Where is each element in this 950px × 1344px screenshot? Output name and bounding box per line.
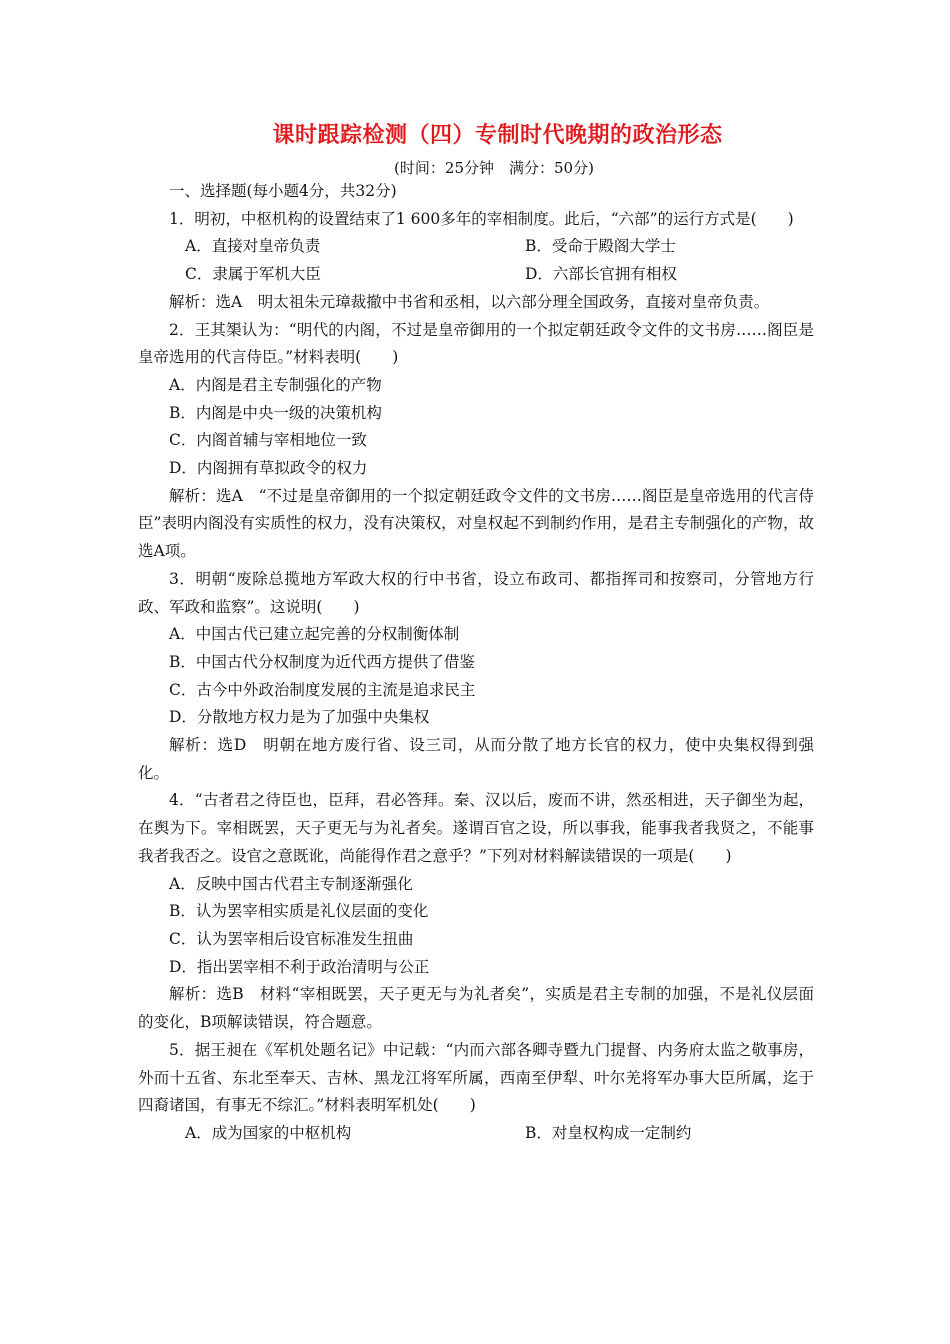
question-4-option-a: A．反映中国古代君主专制逐渐强化: [169, 874, 413, 893]
document-body: [138, 178, 814, 1148]
question-2-stem: 2．王其榘认为：“明代的内阁，不过是皇帝御用的一个拟定朝廷政令文件的文书房……阁臣是皇帝选用的代言侍臣。”材料表明( ): [138, 320, 814, 367]
question-2-analysis: 解析：选A “不过是皇帝御用的一个拟定朝廷政令文件的文书房……阁臣是皇帝选用的代言侍臣”表明内阁没有实质性的权力，没有决策权，对皇权起不到制约作用，是君主专制强化的产物，故选A项。: [138, 486, 814, 561]
question-3-option-d: D．分散地方权力是为了加强中央集权: [169, 708, 430, 727]
section-heading: 一、选择题(每小题4分，共32分): [169, 182, 397, 200]
question-4-option-b: B．认为罢宰相实质是礼仪层面的变化: [169, 902, 429, 921]
question-1-analysis: 解析：选A 明太祖朱元璋裁撤中书省和丞相，以六部分理全国政务，直接对皇帝负责。: [169, 292, 770, 311]
question-1-options-row-2: [138, 261, 814, 289]
question-1-option-a: A．直接对皇帝负责: [185, 237, 321, 256]
question-3-option-c: C．古今中外政治制度发展的主流是追求民主: [169, 680, 476, 699]
question-4-stem: 4．“古者君之待臣也，臣拜，君必答拜。秦、汉以后，废而不讲，然丞相进，天子御坐为起，在舆为下。宰相既罢，天子更无与为礼者矣。遂谓百官之设，所以事我，能事我者我贤之，不能事我者我否之。设官之意既讹，尚能得作君之意乎？”下列对材料解读错误的一项是( ): [138, 791, 814, 865]
question-5-option-a: A．成为国家的中枢机构: [185, 1123, 352, 1142]
question-3-option-a: A．中国古代已建立起完善的分权制衡体制: [169, 625, 460, 644]
question-5-options-row-1: [138, 1120, 814, 1148]
question-3-option-b: B．中国古代分权制度为近代西方提供了借鉴: [169, 652, 475, 671]
page-title: 课时跟踪检测（四）专制时代晚期的政治形态: [272, 123, 723, 148]
question-2-option-d: D．内阁拥有草拟政令的权力: [169, 459, 368, 478]
question-3-stem: 3．明朝“废除总揽地方军政大权的行中书省，设立布政司、都指挥司和按察司，分管地方行政、军政和监察”。这说明( ): [138, 569, 814, 616]
question-4-option-c: C．认为罢宰相后设官标准发生扭曲: [169, 929, 414, 948]
page-subtitle: (时间：25分钟 满分：50分): [394, 159, 594, 177]
question-2-option-a: A．内阁是君主专制强化的产物: [169, 375, 382, 394]
question-1-option-d: D．六部长官拥有相权: [525, 265, 677, 284]
question-1-option-c: C．隶属于军机大臣: [185, 265, 321, 284]
question-1-options-row-1: [138, 233, 814, 261]
question-2-option-b: B．内阁是中央一级的决策机构: [169, 403, 382, 422]
question-5-option-b: B．对皇权构成一定制约: [525, 1123, 692, 1142]
question-1-stem: 1．明初，中枢机构的设置结束了1 600多年的宰相制度。此后，“六部”的运行方式是( ): [169, 209, 794, 228]
question-1-option-b: B．受命于殿阁大学士: [525, 237, 676, 256]
question-3-analysis: 解析：选D 明朝在地方废行省、设三司，从而分散了地方长官的权力，使中央集权得到强化。: [138, 736, 814, 782]
question-4-option-d: D．指出罢宰相不利于政治清明与公正: [169, 957, 430, 976]
question-4-analysis: 解析：选B 材料“宰相既罢，天子更无与为礼者矣”，实质是君主专制的加强，不是礼仪层面的变化，B项解读错误，符合题意。: [138, 985, 814, 1032]
question-5-stem: 5．据王昶在《军机处题名记》中记载：“内而六部各卿寺暨九门提督、内务府太监之敬事房，外而十五省、东北至奉天、吉林、黑龙江将军所属，西南至伊犁、叶尔羌将军办事大臣所属，迄于四裔诸国，有事无不综汇。”材料表明军机处( ): [138, 1040, 814, 1115]
question-2-option-c: C．内阁首辅与宰相地位一致: [169, 431, 367, 450]
